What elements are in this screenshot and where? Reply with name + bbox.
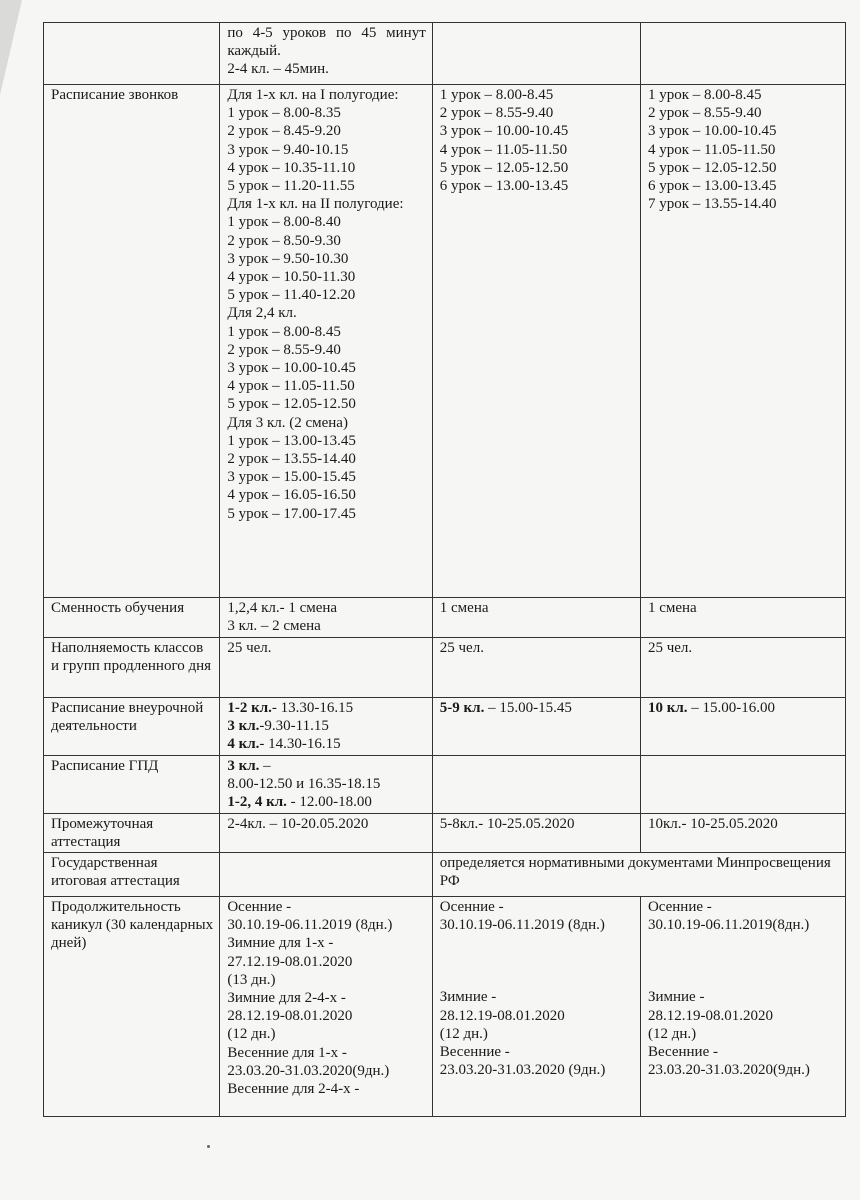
bells-line: 3 урок – 10.00-10.45 bbox=[647, 123, 777, 140]
bells-line: 5 урок – 17.00-17.45 bbox=[227, 505, 356, 522]
holiday-line: Весенние для 1-х - bbox=[227, 1044, 347, 1061]
state-exam-text: определяется нормативными документами Минпросвещения РФ bbox=[432, 853, 845, 897]
bells-col3 bbox=[432, 85, 640, 598]
occupancy-col3: 25 чел. bbox=[432, 638, 640, 698]
holiday-line: 28.12.19-08.01.2020 bbox=[439, 1007, 565, 1024]
holiday-gap bbox=[440, 934, 634, 988]
holiday-line: 28.12.19-08.01.2020 bbox=[647, 1007, 773, 1024]
bells-line: 3 урок – 10.00-10.45 bbox=[439, 123, 569, 140]
interim-col3: 5-8кл.- 10-25.05.2020 bbox=[432, 813, 640, 852]
holidays-col3 bbox=[432, 897, 640, 1117]
bells-line: 3 урок – 9.40-10.15 bbox=[227, 141, 349, 158]
extracurricular-line: 3 кл.-9.30-11.15 bbox=[227, 718, 329, 735]
extracurricular-label: Расписание внеурочной деятельности bbox=[44, 698, 220, 756]
bells-line: 2 урок – 13.55-14.40 bbox=[227, 451, 356, 468]
row-state-exam bbox=[44, 853, 846, 897]
bells-line: 5 урок – 12.05-12.50 bbox=[439, 159, 569, 176]
holiday-line: 23.03.20-31.03.2020(9дн.) bbox=[647, 1062, 810, 1079]
holiday-line: 30.10.19-06.11.2019 (8дн.) bbox=[227, 917, 393, 934]
cell-empty bbox=[640, 756, 845, 814]
cell-empty bbox=[432, 756, 640, 814]
holidays-col2 bbox=[220, 897, 432, 1117]
interim-label: Промежуточная аттестация bbox=[44, 813, 220, 852]
bells-line: 1 урок – 8.00-8.45 bbox=[439, 87, 554, 103]
extracurricular-col2 bbox=[220, 698, 432, 756]
bells-label: Расписание звонков bbox=[44, 85, 220, 598]
holiday-line: 23.03.20-31.03.2020 (9дн.) bbox=[439, 1062, 606, 1079]
bells-line: 5 урок – 12.05-12.50 bbox=[227, 396, 356, 413]
bells-line: 6 урок – 13.00-13.45 bbox=[647, 178, 777, 195]
bells-line: 1 урок – 8.00-8.45 bbox=[647, 87, 762, 103]
shifts-col3: 1 смена bbox=[432, 598, 640, 638]
cell-empty bbox=[432, 23, 640, 85]
row-extracurricular bbox=[44, 698, 846, 756]
holiday-line: (13 дн.) bbox=[227, 971, 276, 988]
extracurricular-line: 1-2 кл.- 13.30-16.15 bbox=[227, 700, 354, 716]
bells-line: 5 урок – 11.40-12.20 bbox=[227, 287, 356, 304]
lessons-text-line: по 4-5 уроков по 45 минут каждый. bbox=[227, 25, 426, 60]
holiday-line: Осенние - bbox=[439, 899, 504, 916]
holiday-line: (12 дн.) bbox=[439, 1025, 488, 1042]
holiday-line: Весенние - bbox=[647, 1044, 718, 1061]
row-shifts bbox=[44, 598, 846, 638]
bells-line: 1 урок – 8.00-8.40 bbox=[227, 214, 341, 231]
row-lessons-continued bbox=[44, 23, 846, 85]
interim-col4: 10кл.- 10-25.05.2020 bbox=[640, 813, 845, 852]
holiday-line: 30.10.19-06.11.2019 (8дн.) bbox=[439, 917, 605, 934]
occupancy-label: Наполняемость классов и групп продленного дня bbox=[44, 638, 220, 698]
holiday-line: 30.10.19-06.11.2019(8дн.) bbox=[647, 917, 810, 934]
holiday-gap bbox=[648, 934, 839, 988]
interim-col2: 2-4кл. – 10-20.05.2020 bbox=[220, 813, 432, 852]
bells-line: Для 3 кл. (2 смена) bbox=[227, 414, 348, 431]
occupancy-col2: 25 чел. bbox=[220, 638, 432, 698]
bells-line: 3 урок – 9.50-10.30 bbox=[227, 250, 349, 267]
shifts-line: 3 кл. – 2 смена bbox=[227, 618, 321, 635]
bells-line: 3 урок – 10.00-10.45 bbox=[227, 360, 356, 377]
shifts-label: Сменность обучения bbox=[44, 598, 220, 638]
bells-line: 1 урок – 8.00-8.45 bbox=[227, 323, 341, 340]
bells-line: 5 урок – 12.05-12.50 bbox=[647, 159, 777, 176]
row-occupancy bbox=[44, 638, 846, 698]
holiday-line: 27.12.19-08.01.2020 bbox=[227, 953, 353, 970]
occupancy-col4: 25 чел. bbox=[640, 638, 845, 698]
holiday-line: 28.12.19-08.01.2020 bbox=[227, 1008, 353, 1025]
school-calendar-table bbox=[43, 22, 846, 1117]
shifts-line: 1,2,4 кл.- 1 смена bbox=[227, 600, 338, 616]
holiday-line: Зимние для 2-4-х - bbox=[227, 990, 346, 1007]
bells-line: 4 урок – 10.50-11.30 bbox=[227, 269, 356, 286]
holiday-line: Весенние для 2-4-х - bbox=[227, 1081, 360, 1098]
holiday-line: Весенние - bbox=[439, 1044, 510, 1061]
bells-line: Для 1-х кл. на II полугодие: bbox=[227, 196, 404, 213]
state-exam-label: Государственная итоговая аттестация bbox=[44, 853, 220, 897]
bells-line: 4 урок – 10.35-11.10 bbox=[227, 159, 356, 176]
extracurricular-col3: 5-9 кл. – 15.00-15.45 bbox=[432, 698, 640, 756]
bells-line: 2 урок – 8.50-9.30 bbox=[227, 232, 341, 249]
row-holidays bbox=[44, 897, 846, 1117]
gpd-line: 3 кл. – bbox=[227, 758, 271, 774]
cell-empty bbox=[640, 23, 845, 85]
bells-line: Для 2,4 кл. bbox=[227, 305, 297, 322]
holiday-line: Зимние - bbox=[439, 989, 497, 1006]
holidays-label: Продолжительность каникул (30 календарных дней) bbox=[44, 897, 220, 1117]
cell-empty bbox=[220, 853, 432, 897]
holiday-line: Зимние для 1-х - bbox=[227, 935, 334, 952]
lessons-text-line: 2-4 кл. – 45мин. bbox=[227, 61, 329, 78]
page-fold-shadow bbox=[0, 0, 22, 95]
holiday-line: Осенние - bbox=[227, 899, 292, 916]
bells-line: 1 урок – 13.00-13.45 bbox=[227, 432, 356, 449]
bells-line: 4 урок – 11.05-11.50 bbox=[647, 141, 776, 158]
bells-line: Для 1-х кл. на I полугодие: bbox=[227, 87, 399, 103]
bells-line: 5 урок – 11.20-11.55 bbox=[227, 178, 355, 195]
bells-line: 4 урок – 11.05-11.50 bbox=[439, 141, 568, 158]
row-gpd bbox=[44, 756, 846, 814]
row-interim bbox=[44, 813, 846, 852]
scan-speck bbox=[207, 1145, 210, 1148]
shifts-col4: 1 смена bbox=[640, 598, 845, 638]
bells-line: 4 урок – 16.05-16.50 bbox=[227, 487, 356, 504]
cell-lessons-col2 bbox=[220, 23, 432, 85]
extracurricular-line: 4 кл.- 14.30-16.15 bbox=[227, 736, 341, 753]
bells-line: 2 урок – 8.55-9.40 bbox=[439, 105, 554, 122]
holiday-line: (12 дн.) bbox=[647, 1025, 697, 1042]
bells-col4 bbox=[640, 85, 845, 598]
holiday-line: 23.03.20-31.03.2020(9дн.) bbox=[227, 1062, 390, 1079]
bells-line: 1 урок – 8.00-8.35 bbox=[227, 105, 341, 122]
holidays-col4 bbox=[640, 897, 845, 1117]
gpd-line: 1-2, 4 кл. - 12.00-18.00 bbox=[227, 794, 372, 811]
row-bells bbox=[44, 85, 846, 598]
gpd-line: 8.00-12.50 и 16.35-18.15 bbox=[227, 776, 381, 793]
bells-line: 3 урок – 15.00-15.45 bbox=[227, 469, 356, 486]
shifts-col2 bbox=[220, 598, 432, 638]
gpd-col2 bbox=[220, 756, 432, 814]
cell-empty-label bbox=[44, 23, 220, 85]
bells-col2 bbox=[220, 85, 432, 598]
extracurricular-col4: 10 кл. – 15.00-16.00 bbox=[640, 698, 845, 756]
gpd-label: Расписание ГПД bbox=[44, 756, 220, 814]
bells-line: 2 урок – 8.55-9.40 bbox=[647, 105, 762, 122]
holiday-line: Осенние - bbox=[647, 899, 712, 916]
bells-line: 4 урок – 11.05-11.50 bbox=[227, 378, 355, 395]
holiday-line: (12 дн.) bbox=[227, 1026, 276, 1043]
bells-line: 7 урок – 13.55-14.40 bbox=[647, 196, 777, 213]
holiday-line: Зимние - bbox=[647, 989, 705, 1006]
bells-line: 6 урок – 13.00-13.45 bbox=[439, 178, 569, 195]
bells-line: 2 урок – 8.45-9.20 bbox=[227, 123, 341, 140]
bells-line: 2 урок – 8.55-9.40 bbox=[227, 341, 341, 358]
